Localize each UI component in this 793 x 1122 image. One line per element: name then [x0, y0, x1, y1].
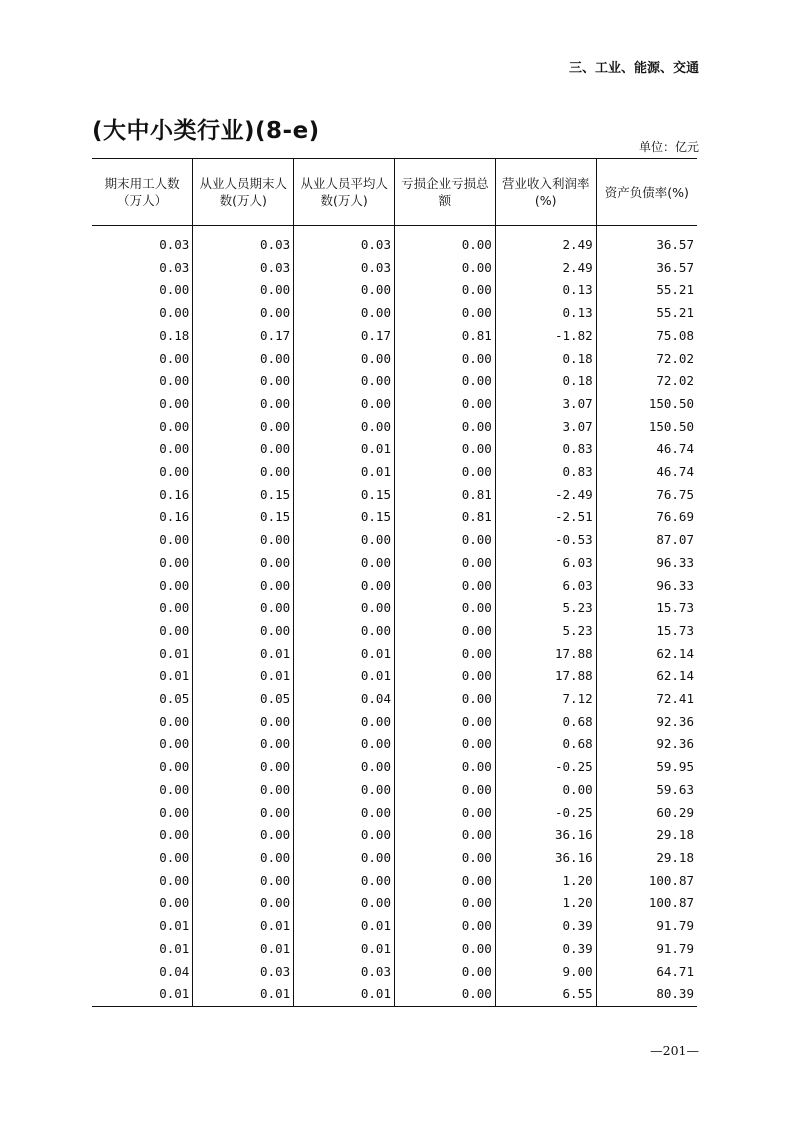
- table-cell: 0.00: [159, 441, 190, 457]
- table-cell: 0.00: [193, 348, 294, 371]
- table-cell: 2.49: [495, 226, 596, 257]
- table-cell: 0.00: [394, 802, 495, 825]
- table-cell: 0.00: [294, 756, 395, 779]
- table-cell: 0.00: [193, 824, 294, 847]
- table-cell: 0.00: [159, 895, 190, 911]
- table-cell: 3.07: [495, 393, 596, 416]
- table-cell: 0.00: [394, 226, 495, 257]
- table-cell: 0.00: [294, 802, 395, 825]
- table-cell: 0.00: [394, 575, 495, 598]
- table-cell: 0.00: [394, 733, 495, 756]
- table-cell: 0.83: [495, 461, 596, 484]
- table-cell: 0.01: [294, 938, 395, 961]
- table-cell: 0.01: [193, 983, 294, 1006]
- table-cell: 0.04: [159, 963, 190, 979]
- table-cell: 91.79: [596, 915, 697, 938]
- table-cell: 0.00: [193, 847, 294, 870]
- table-row: [92, 620, 697, 643]
- table-cell: 64.71: [596, 961, 697, 984]
- data-table-container: [92, 158, 697, 1007]
- table-cell: 0.00: [294, 552, 395, 575]
- table-cell: 0.00: [294, 733, 395, 756]
- table-cell: 0.00: [394, 665, 495, 688]
- table-cell: 0.01: [193, 915, 294, 938]
- table-cell: 0.13: [495, 279, 596, 302]
- table-cell: -2.49: [495, 484, 596, 507]
- table-cell: 0.00: [159, 736, 190, 752]
- table-cell: 72.41: [596, 688, 697, 711]
- table-cell: 0.01: [294, 915, 395, 938]
- table-cell: 0.01: [159, 668, 190, 684]
- table-cell: 0.01: [193, 643, 294, 666]
- table-cell: 0.00: [159, 872, 190, 888]
- table-row: [92, 529, 697, 552]
- table-row: [92, 915, 697, 938]
- data-table: [92, 158, 697, 1007]
- table-cell: 0.00: [294, 597, 395, 620]
- table-cell: 0.00: [193, 438, 294, 461]
- table-cell: 1.20: [495, 870, 596, 893]
- table-cell: 0.68: [495, 733, 596, 756]
- table-row: [92, 870, 697, 893]
- table-cell: 36.16: [495, 824, 596, 847]
- table-cell: 0.03: [193, 226, 294, 257]
- table-cell: 9.00: [495, 961, 596, 984]
- table-cell: 0.00: [394, 688, 495, 711]
- table-row: [92, 461, 697, 484]
- table-cell: 0.00: [394, 847, 495, 870]
- table-cell: 60.29: [596, 802, 697, 825]
- table-cell: -2.51: [495, 506, 596, 529]
- table-row: [92, 325, 697, 348]
- table-row: [92, 484, 697, 507]
- table-cell: 0.00: [294, 620, 395, 643]
- table-cell: 1.20: [495, 892, 596, 915]
- table-cell: 0.00: [394, 552, 495, 575]
- table-cell: 0.00: [159, 305, 190, 321]
- table-row: [92, 961, 697, 984]
- table-cell: 0.01: [294, 643, 395, 666]
- table-cell: 0.81: [394, 484, 495, 507]
- table-cell: 0.00: [159, 781, 190, 797]
- table-cell: 92.36: [596, 711, 697, 734]
- table-cell: 0.01: [159, 645, 190, 661]
- table-cell: 3.07: [495, 416, 596, 439]
- table-row: [92, 779, 697, 802]
- table-cell: -0.53: [495, 529, 596, 552]
- table-cell: 0.00: [159, 532, 190, 548]
- table-cell: 0.39: [495, 915, 596, 938]
- table-body: [92, 226, 697, 1007]
- table-cell: 0.00: [394, 302, 495, 325]
- table-cell: 2.49: [495, 257, 596, 280]
- table-cell: -0.25: [495, 802, 596, 825]
- table-cell: 0.01: [294, 665, 395, 688]
- table-cell: 0.00: [159, 418, 190, 434]
- table-row: [92, 938, 697, 961]
- column-header: 亏损企业亏损总额: [394, 159, 495, 226]
- table-row: [92, 643, 697, 666]
- table-row: [92, 711, 697, 734]
- table-cell: 96.33: [596, 575, 697, 598]
- table-cell: 0.15: [193, 506, 294, 529]
- table-cell: 0.00: [193, 416, 294, 439]
- table-cell: 0.00: [394, 779, 495, 802]
- table-cell: 0.00: [394, 892, 495, 915]
- table-cell: 0.04: [294, 688, 395, 711]
- table-cell: 0.01: [294, 438, 395, 461]
- table-row: [92, 370, 697, 393]
- table-row: [92, 348, 697, 371]
- table-cell: 0.03: [159, 259, 190, 275]
- table-cell: 80.39: [596, 983, 697, 1006]
- table-cell: 0.00: [159, 350, 190, 366]
- table-cell: 0.18: [495, 348, 596, 371]
- table-cell: 0.00: [394, 370, 495, 393]
- table-cell: 0.00: [193, 756, 294, 779]
- table-cell: 62.14: [596, 665, 697, 688]
- table-cell: 55.21: [596, 279, 697, 302]
- table-row: [92, 847, 697, 870]
- table-cell: 59.63: [596, 779, 697, 802]
- table-cell: 0.00: [394, 961, 495, 984]
- table-cell: 0.17: [193, 325, 294, 348]
- table-cell: 0.03: [294, 961, 395, 984]
- table-cell: 0.00: [294, 892, 395, 915]
- column-header: 营业收入利润率(%): [495, 159, 596, 226]
- table-cell: 91.79: [596, 938, 697, 961]
- table-cell: 0.00: [294, 302, 395, 325]
- table-cell: 0.00: [294, 575, 395, 598]
- table-cell: 0.00: [394, 711, 495, 734]
- table-row: [92, 983, 697, 1006]
- table-cell: 0.00: [294, 416, 395, 439]
- table-cell: 59.95: [596, 756, 697, 779]
- table-cell: 0.17: [294, 325, 395, 348]
- table-row: [92, 665, 697, 688]
- table-cell: 0.15: [294, 484, 395, 507]
- table-cell: 0.00: [193, 711, 294, 734]
- table-cell: 0.00: [294, 393, 395, 416]
- table-cell: 46.74: [596, 461, 697, 484]
- table-cell: 0.00: [394, 938, 495, 961]
- table-cell: 0.01: [92, 983, 193, 1006]
- column-header: 从业人员平均人数(万人): [294, 159, 395, 226]
- table-cell: 0.00: [394, 756, 495, 779]
- table-cell: -0.25: [495, 756, 596, 779]
- column-header: 从业人员期末人数(万人): [193, 159, 294, 226]
- table-cell: 0.00: [193, 733, 294, 756]
- table-cell: 87.07: [596, 529, 697, 552]
- table-cell: 0.00: [394, 416, 495, 439]
- table-cell: 0.00: [193, 393, 294, 416]
- table-cell: 0.00: [159, 713, 190, 729]
- section-header: 三、工业、能源、交通: [568, 61, 699, 76]
- column-header: 期末用工人数（万人）: [92, 159, 193, 226]
- table-cell: 100.87: [596, 870, 697, 893]
- table-cell: 0.00: [394, 620, 495, 643]
- table-cell: 0.00: [159, 827, 190, 843]
- table-cell: 6.03: [495, 575, 596, 598]
- table-cell: 0.03: [294, 226, 395, 257]
- table-cell: 6.55: [495, 983, 596, 1006]
- table-cell: 100.87: [596, 892, 697, 915]
- table-header-row: [92, 159, 697, 226]
- table-cell: 0.00: [159, 600, 190, 616]
- table-cell: 5.23: [495, 620, 596, 643]
- table-cell: 15.73: [596, 620, 697, 643]
- page-title: (大中小类行业)(8-e): [92, 118, 320, 144]
- table-cell: 76.75: [596, 484, 697, 507]
- table-cell: 0.03: [159, 237, 190, 252]
- table-cell: 0.00: [159, 373, 190, 389]
- table-cell: 0.00: [159, 395, 190, 411]
- table-cell: 0.00: [159, 759, 190, 775]
- table-cell: 29.18: [596, 824, 697, 847]
- table-cell: 72.02: [596, 348, 697, 371]
- table-cell: 0.00: [394, 438, 495, 461]
- column-header: 资产负债率(%): [596, 159, 697, 226]
- table-cell: 0.39: [495, 938, 596, 961]
- table-row: [92, 756, 697, 779]
- table-cell: 0.00: [394, 257, 495, 280]
- table-cell: 0.00: [193, 620, 294, 643]
- table-cell: 0.18: [495, 370, 596, 393]
- table-cell: 0.00: [193, 802, 294, 825]
- table-cell: 92.36: [596, 733, 697, 756]
- table-cell: 15.73: [596, 597, 697, 620]
- table-cell: 0.00: [394, 348, 495, 371]
- table-cell: 0.03: [193, 257, 294, 280]
- table-cell: 0.01: [294, 461, 395, 484]
- table-cell: 0.00: [159, 577, 190, 593]
- table-cell: 55.21: [596, 302, 697, 325]
- table-cell: 46.74: [596, 438, 697, 461]
- table-cell: 0.00: [193, 302, 294, 325]
- page-number: —201—: [650, 1043, 699, 1058]
- table-row: [92, 892, 697, 915]
- table-cell: 0.00: [294, 824, 395, 847]
- table-row: [92, 226, 697, 257]
- table-cell: -1.82: [495, 325, 596, 348]
- table-row: [92, 733, 697, 756]
- table-row: [92, 302, 697, 325]
- table-cell: 0.00: [193, 575, 294, 598]
- table-cell: 0.00: [294, 779, 395, 802]
- table-cell: 0.00: [294, 529, 395, 552]
- table-cell: 0.00: [193, 552, 294, 575]
- table-cell: 0.00: [193, 461, 294, 484]
- table-cell: 0.00: [159, 282, 190, 298]
- table-cell: 6.03: [495, 552, 596, 575]
- table-cell: 0.03: [294, 257, 395, 280]
- table-cell: 36.16: [495, 847, 596, 870]
- table-cell: 0.01: [159, 940, 190, 956]
- table-cell: 0.00: [193, 870, 294, 893]
- table-cell: 0.05: [159, 691, 190, 707]
- table-cell: 0.00: [193, 779, 294, 802]
- table-cell: 96.33: [596, 552, 697, 575]
- table-cell: 0.16: [159, 486, 190, 502]
- table-cell: 0.00: [394, 824, 495, 847]
- table-cell: 0.15: [294, 506, 395, 529]
- table-cell: 0.00: [193, 529, 294, 552]
- table-row: [92, 552, 697, 575]
- table-cell: 0.00: [193, 892, 294, 915]
- table-cell: 0.00: [294, 370, 395, 393]
- table-cell: 36.57: [596, 226, 697, 257]
- table-row: [92, 279, 697, 302]
- unit-label: 单位：亿元: [638, 140, 699, 154]
- table-cell: 0.18: [159, 327, 190, 343]
- table-cell: 29.18: [596, 847, 697, 870]
- table-cell: 0.00: [159, 849, 190, 865]
- table-cell: 0.00: [294, 711, 395, 734]
- table-row: [92, 257, 697, 280]
- table-cell: 0.00: [394, 643, 495, 666]
- table-cell: 0.00: [159, 464, 190, 480]
- table-cell: 0.16: [159, 509, 190, 525]
- table-cell: 62.14: [596, 643, 697, 666]
- table-row: [92, 416, 697, 439]
- table-cell: 0.83: [495, 438, 596, 461]
- table-cell: 0.00: [394, 279, 495, 302]
- table-cell: 0.03: [193, 961, 294, 984]
- table-cell: 0.00: [294, 870, 395, 893]
- table-cell: 150.50: [596, 416, 697, 439]
- table-cell: 0.68: [495, 711, 596, 734]
- table-cell: 0.00: [394, 461, 495, 484]
- table-row: [92, 597, 697, 620]
- table-cell: 0.00: [193, 597, 294, 620]
- table-cell: 0.01: [193, 665, 294, 688]
- table-cell: 0.01: [294, 983, 395, 1006]
- table-cell: 72.02: [596, 370, 697, 393]
- table-cell: 0.00: [394, 915, 495, 938]
- table-cell: 0.00: [294, 279, 395, 302]
- table-cell: 0.00: [159, 622, 190, 638]
- table-cell: 0.00: [159, 554, 190, 570]
- table-cell: 0.00: [394, 597, 495, 620]
- table-row: [92, 802, 697, 825]
- table-cell: 0.05: [193, 688, 294, 711]
- table-cell: 0.00: [394, 983, 495, 1006]
- table-cell: 0.00: [394, 529, 495, 552]
- table-cell: 0.01: [159, 918, 190, 934]
- table-row: [92, 824, 697, 847]
- table-cell: 36.57: [596, 257, 697, 280]
- table-cell: 0.00: [159, 804, 190, 820]
- table-cell: 0.00: [193, 370, 294, 393]
- table-cell: 0.00: [193, 279, 294, 302]
- table-cell: 0.00: [294, 348, 395, 371]
- table-cell: 0.00: [495, 779, 596, 802]
- table-cell: 0.01: [193, 938, 294, 961]
- table-cell: 0.00: [394, 870, 495, 893]
- table-cell: 76.69: [596, 506, 697, 529]
- table-row: [92, 506, 697, 529]
- table-cell: 75.08: [596, 325, 697, 348]
- table-row: [92, 393, 697, 416]
- table-row: [92, 688, 697, 711]
- table-cell: 17.88: [495, 665, 596, 688]
- table-cell: 5.23: [495, 597, 596, 620]
- table-row: [92, 438, 697, 461]
- table-cell: 0.00: [394, 393, 495, 416]
- table-cell: 0.81: [394, 506, 495, 529]
- table-cell: 0.15: [193, 484, 294, 507]
- table-cell: 0.13: [495, 302, 596, 325]
- table-cell: 0.81: [394, 325, 495, 348]
- table-cell: 17.88: [495, 643, 596, 666]
- table-cell: 7.12: [495, 688, 596, 711]
- table-cell: 150.50: [596, 393, 697, 416]
- table-row: [92, 575, 697, 598]
- table-cell: 0.00: [294, 847, 395, 870]
